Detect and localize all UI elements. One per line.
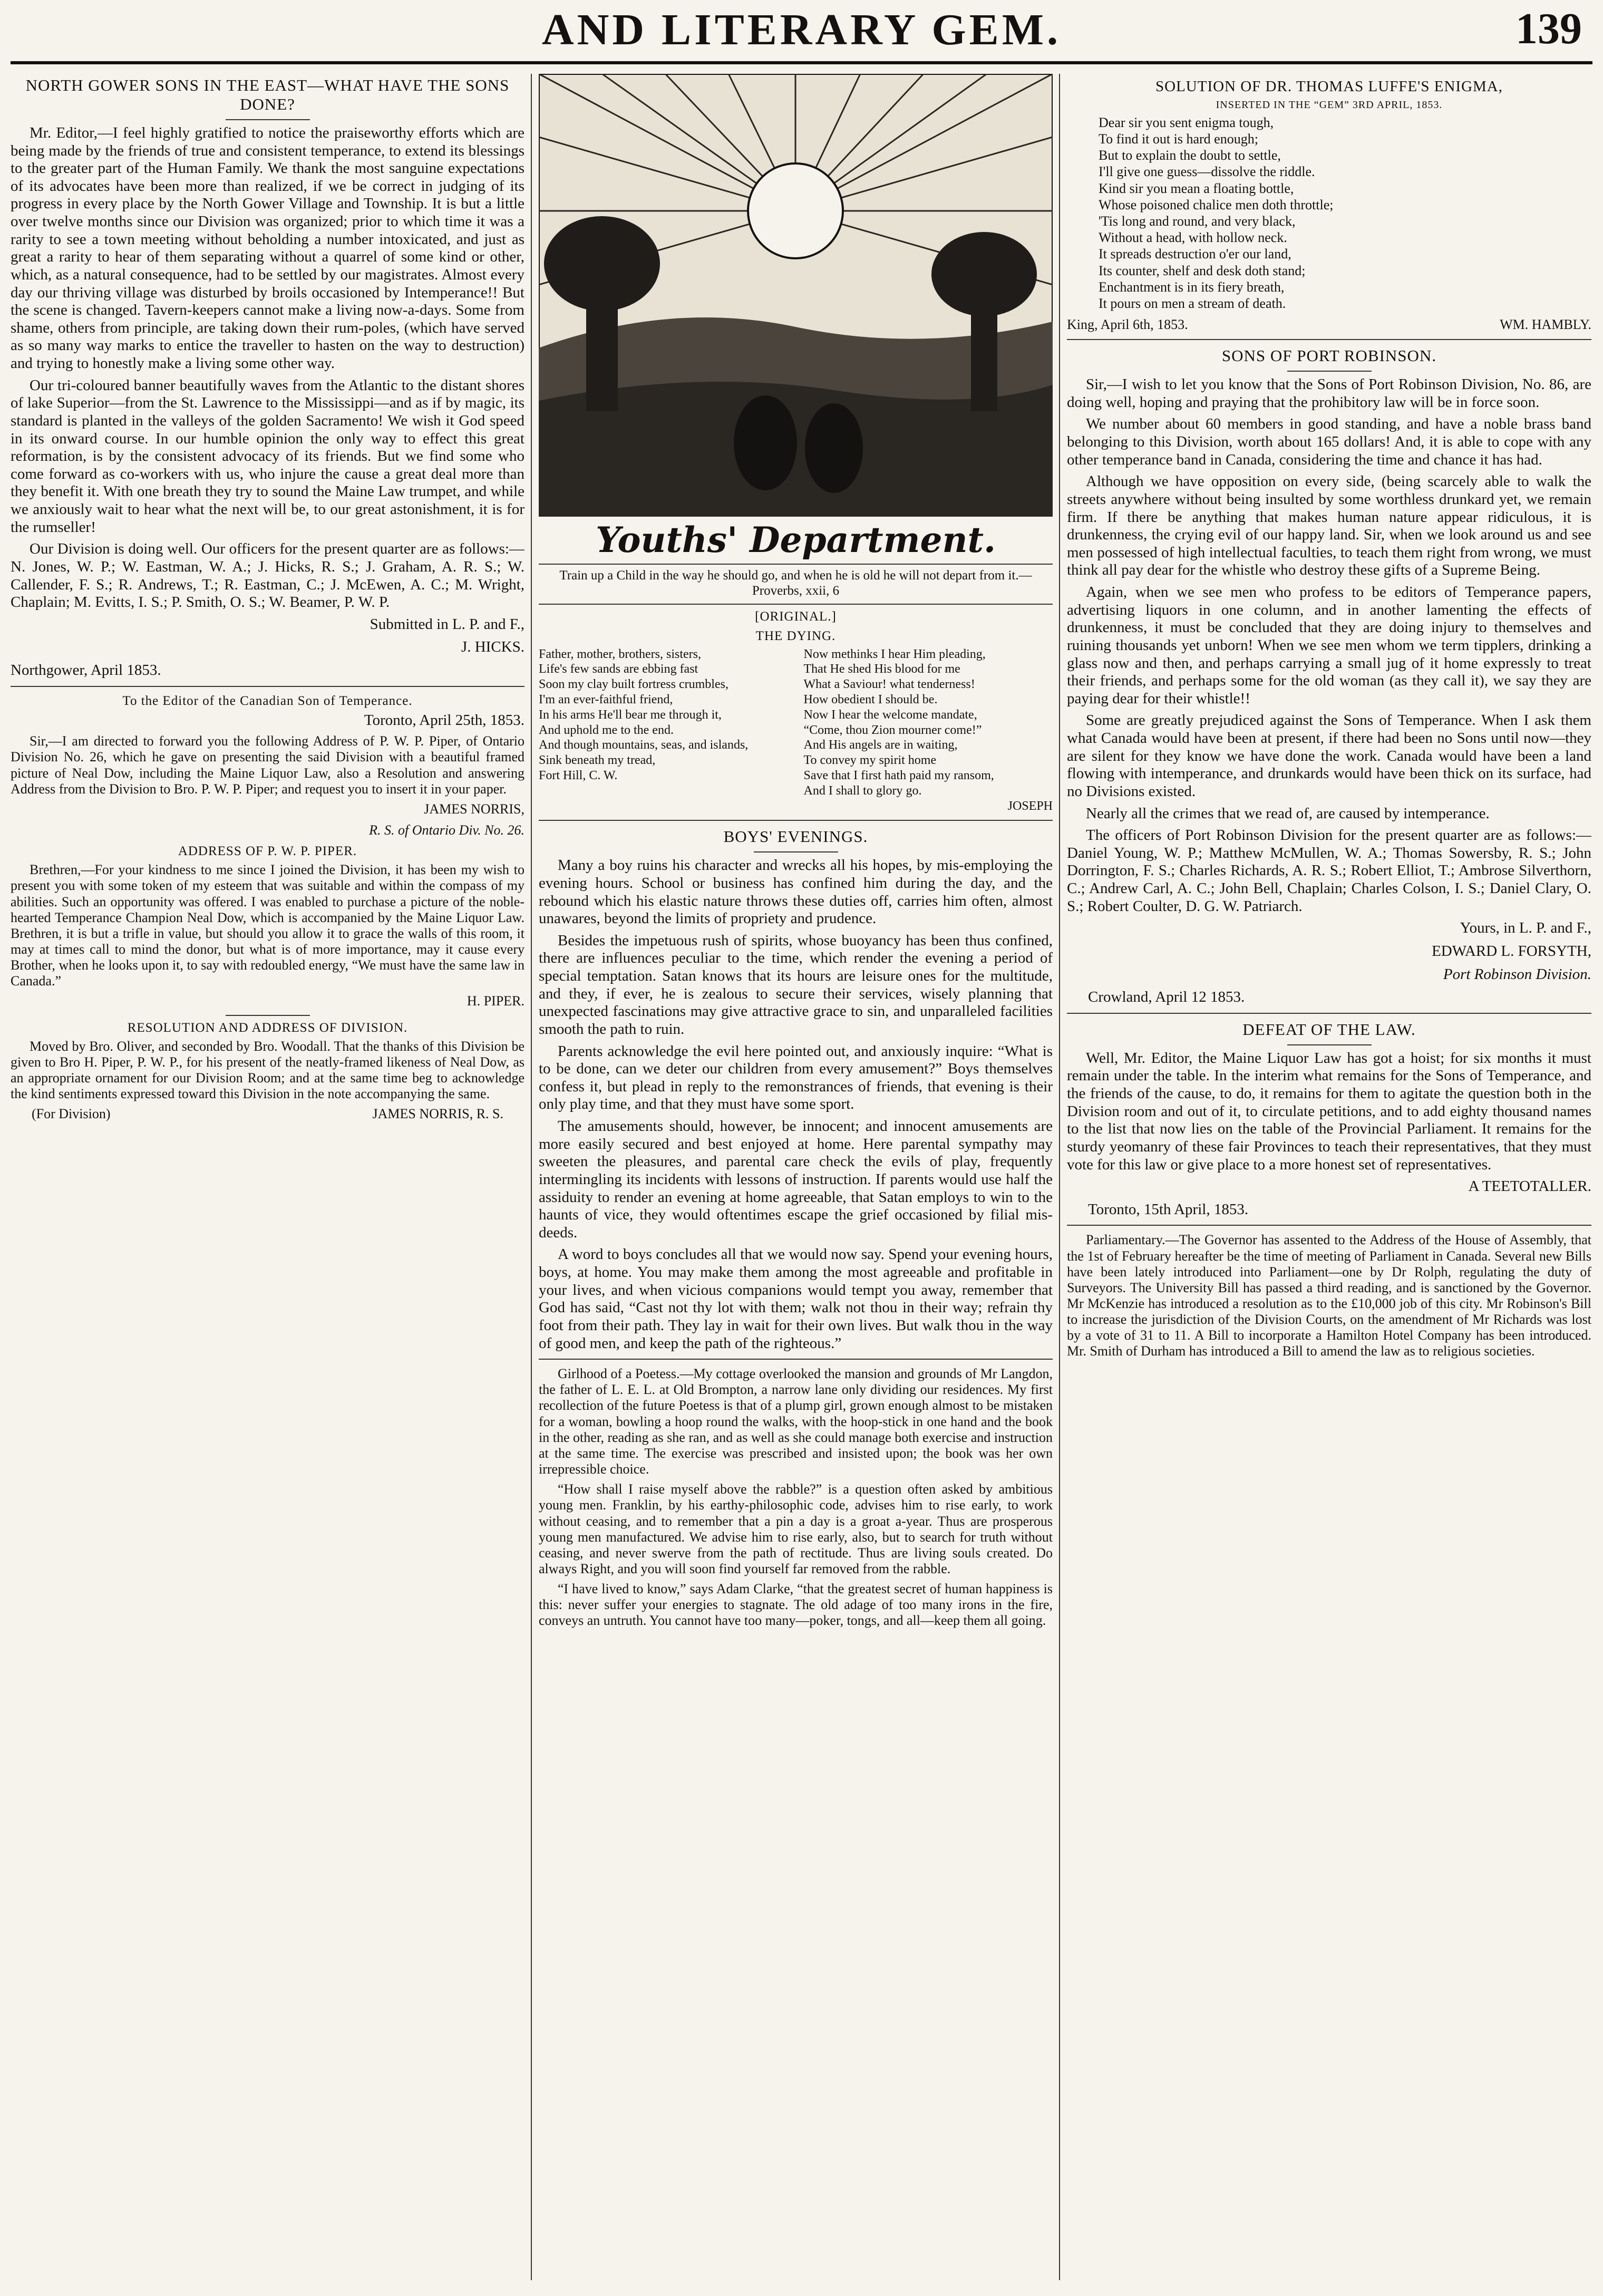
- paragraph: Mr. Editor,—I feel highly gratified to notice the praiseworthy efforts which are being made by the friends of true and consistent temperance, to extend its blessings to the greater part of the Human Family. We thank the most sanguine expectations of its advocates have been more than realized, if we be correct in judging of its progress in every place by the North Gower Village and Township. It is but a little over twelve months since our Division was organized; prior to which time it was a rarity to see a town meeting without beholding a number intoxicated, and just as great a rarity to hear of them separating without a quarrel of some kind or other, which, as a natural consequence, had to be settled by our magistrates. Almost every day our thriving village was disturbed by broils occasioned by Intemperance!! But the scene is changed. Tavern-keepers cannot make a living now-a-days. Some from shame, others from principle, are taking down their rum-poles, (which have served as so many way marks to entice the traveller to hasten on the way to destruction) and trying to honestly make a living some other way.: [11, 124, 524, 372]
- sunburst-engraving: [539, 74, 1053, 517]
- poem-line: Fort Hill, C. W.: [539, 768, 618, 782]
- divider: [1067, 1225, 1591, 1226]
- poem-line: That He shed His blood for me: [803, 662, 960, 676]
- poem-line: Now I hear the welcome mandate,: [803, 708, 977, 722]
- column-2: [539, 74, 1053, 2280]
- paragraph: We number about 60 members in good standing, and have a noble brass band belonging to this Division, worth about 165 dollars! And, it is able to cope with any other temperance band in Canada, considering the time and chance it has had.: [1067, 415, 1591, 468]
- signer-name: J. HICKS.: [461, 638, 524, 656]
- department-title: Youths' Department.: [596, 519, 996, 560]
- poem-left-column: [539, 647, 788, 814]
- poem-line: To convey my spirit home: [803, 753, 937, 768]
- resolution-footer: [11, 1106, 524, 1122]
- sign-off: Yours, in L. P. and F.,: [1460, 919, 1591, 937]
- poem-line: And I shall to glory go.: [803, 783, 922, 798]
- column-divider: [1059, 74, 1060, 2280]
- poem-line: Whose poisoned chalice men doth throttle;: [1099, 197, 1334, 212]
- paragraph: “How shall I raise myself above the rabble?” is a question often asked by ambitious young men. Franklin, by his earthy-philosophic code, advises him to rise early, to work without ceasing, and to remember that a pin a day is a groat a-year. Thus are prosperous young men manufactured. We advise him to rise early, also, but to search for truth without ceasing, and never swerve from the path of rectitude. Thus are living souls created. Do always Right, and you will soon find yourself far removed from the rabble.: [539, 1481, 1053, 1577]
- signer-name: EDWARD L. FORSYTH,: [1432, 942, 1591, 960]
- paragraph: Sir,—I wish to let you know that the Sons of Port Robinson Division, No. 86, are doing well, hoping and praying that the prohibitory law will be in force soon.: [1067, 376, 1591, 411]
- original-tag: [ORIGINAL.]: [755, 609, 837, 624]
- poem-line: It spreads destruction o'er our land,: [1099, 246, 1291, 262]
- poem-line: Life's few sands are ebbing fast: [539, 662, 698, 676]
- poem-the-dying: [539, 647, 1053, 814]
- column-1: [11, 74, 524, 2280]
- letter-signer-title: R. S. of Ontario Div. No. 26.: [369, 822, 524, 838]
- divider: [539, 1359, 1053, 1360]
- article-heading-boys-evenings: BOYS' EVENINGS.: [723, 827, 868, 846]
- paragraph: Sir,—I am directed to forward you the following Address of P. W. P. Piper, of Ontario Division No. 26, which he gave on presenting the said Division with a beautiful framed picture of Neal Dow, including the Maine Liquor Law, also a Resolution and answering Address from the Division to Bro. P. W. P. Piper; and request you to insert it in your paper.: [11, 733, 524, 797]
- poem-line: Save that I first hath paid my ransom,: [803, 768, 994, 782]
- poem-line: 'Tis long and round, and very black,: [1099, 213, 1296, 229]
- poem-line: And uphold me to the end.: [539, 723, 674, 737]
- divider: [226, 1015, 310, 1016]
- divider: [1287, 371, 1372, 372]
- footer-left: (For Division): [32, 1106, 111, 1122]
- poem-line: It pours on men a stream of death.: [1099, 295, 1286, 311]
- paragraph: Parliamentary.—The Governor has assented to the Address of the House of Assembly, that the 1st of February hereafter be the time of meeting of Parliament in Canada. Several new Bills have been lately introduced into Parliament—one by Dr Rolph, regulating the duty of Surveyors. The University Bill has passed a third reading, and is sanctioned by the Governor. Mr McKenzie has introduced a resolution as to the £10,000 job of this city. Mr Robinson's Bill to increase the jurisdiction of the Division Courts, on the amendment of Mr Richards was lost by a vote of 31 to 11. A Bill to incorporate a Hamilton Hotel Company has been introduced. Mr. Smith of Durham has introduced a Bill to amend the law as to religious societies.: [1067, 1232, 1591, 1359]
- paragraph: Our Division is doing well. Our officers for the present quarter are as follows:—N. Jones, W. P.; W. Eastman, W. A.; J. Hicks, R. S.; J. Graham, A. R. S.; W. Callender, F. S.; R. Andrews, T.; R. Eastman, C.; J. McEwen, A. C.; M. Wright, Chaplain; M. Evitts, I. S.; P. Smith, O. S.; W. Beamer, P. W. P.: [11, 540, 524, 611]
- motto: Train up a Child in the way he should go, and when he is old he will not depart from it.—Proverbs, xxii, 6: [559, 568, 1032, 598]
- poem-line: To find it out is hard enough;: [1099, 131, 1258, 147]
- masthead-title: AND LITERARY GEM.: [542, 5, 1061, 54]
- poem-line: How obedient I should be.: [803, 692, 938, 706]
- poem-title: THE DYING.: [755, 628, 836, 643]
- poem-line: “Come, thou Zion mourner come!”: [803, 723, 982, 737]
- poem-author: JOSEPH: [1007, 799, 1053, 813]
- signer-name: A TEETOTALLER.: [1468, 1178, 1591, 1195]
- divider: [539, 604, 1053, 605]
- poem-line: And though mountains, seas, and islands,: [539, 738, 749, 752]
- poem-line: Without a head, with hollow neck.: [1099, 230, 1287, 246]
- divider: [754, 851, 838, 852]
- paragraph: Although we have opposition on every side, (being scarcely able to walk the streets anywhere without being insulted by some worthless drunkard yet, we remain firm. If there be anything that makes human nature appear ridiculous, it is drunkenness, the crying evil of our happy land. Sir, when we look around us and see men possessed of high intellectual faculties, to teach them right from wrong, we must think all pay dear for the whistle who destroy these gifts of a Supreme Being.: [1067, 473, 1591, 579]
- poem-line: Soon my clay built fortress crumbles,: [539, 677, 728, 692]
- article-heading-port-robinson: SONS OF PORT ROBINSON.: [1221, 346, 1437, 365]
- sign-off: Submitted in L. P. and F.,: [370, 615, 524, 633]
- paragraph: Our tri-coloured banner beautifully waves from the Atlantic to the distant shores of lake Superior—from the St. Lawrence to the Mississippi—and as if by magic, its standard is planted in the valleys of the golden Sacramento! We wish it God speed in its onward course. In our humble opinion the only way to effect this great reformation, is by the consistent advocacy of its friends. But we find some who come forward as co-workers with us, who injure the cause a great deal more than they benefit it. With one breath they try to sound the Maine Law trumpet, and while we anxiously wait to hear what the next will be, to our great astonishment, it is for the rumseller!: [11, 376, 524, 536]
- paragraph: The officers of Port Robinson Division for the present quarter are as follows:—Daniel Young, W. P.; Matthew McMullen, W. A.; Thomas Sowersby, R. S.; John Dorrington, F. S.; Charles Richards, A. R. S.; Robert Elliot, T.; Ambrose Silverthorn, C.; Andrew Carl, A. C.; John Bell, Chaplain; Charles Colson, I. S.; Daniel Clary, O. S.; Robert Coulter, D. G. W. Patriarch.: [1067, 827, 1591, 915]
- poem-line: I'll give one guess—dissolve the riddle.: [1099, 164, 1315, 180]
- paragraph: A word to boys concludes all that we would now say. Spend your evening hours, boys, at home. You may make them among the most agreeable and profitable in your lives, and when vicious companions would tempt you away, remember that God has said, “Cast not thy lot with them; walk not thou in their way; refrain thy foot from their path. They lay in wait for their own lives. But walk thou in the way of good men, and keep the path of the righteous.”: [539, 1246, 1053, 1352]
- paragraph: Many a boy ruins his character and wrecks all his hopes, by mis-employing the evening hours. School or business has confined him during the day, and the rebound which his elastic nature throws these duties off, carries him often, almost unawares, beyond the limits of propriety and prudence.: [539, 857, 1053, 927]
- poem-line: Sink beneath my tread,: [539, 753, 656, 768]
- poem-right-column: [804, 647, 1053, 814]
- divider: [1067, 1013, 1591, 1014]
- footer-right: JAMES NORRIS, R. S.: [372, 1106, 503, 1122]
- letter-heading: To the Editor of the Canadian Son of Temperance.: [122, 693, 413, 708]
- poem-line: Its counter, shelf and desk doth stand;: [1099, 263, 1306, 278]
- column-3: [1067, 74, 1591, 2280]
- column-divider: [531, 74, 532, 2280]
- paragraph: Moved by Bro. Oliver, and seconded by Bro. Woodall. That the thanks of this Division be given to Bro H. Piper, P. W. P., for his present of the neatly-framed likeness of Neal Dow, as an appropriate ornament for our Division Room; and at the same time beg to acknowledge the kind sentiments expressed toward this Division in the note accompanying the same.: [11, 1038, 524, 1102]
- enigma-footer: [1067, 317, 1591, 333]
- article-heading-north-gower: NORTH GOWER SONS IN THE EAST—WHAT HAVE THE SONS DONE?: [25, 76, 510, 113]
- divider: [11, 686, 524, 687]
- paragraph: Again, when we see men who profess to be editors of Temperance papers, advertising liquors in one column, and in another lamenting the effects of drunkenness, it must be concluded that they are doing injury to themselves and ruining thousands yet unborn! When we see men whom we term tipplers, drinking a glass now and then, and perhaps carrying a small jug of it home expressly to treat their friends, and perhaps some for the old woman (as they call it), we say they are paying dear for their whistle!!: [1067, 584, 1591, 707]
- enigma-heading: SOLUTION OF DR. THOMAS LUFFE'S ENIGMA,: [1155, 78, 1503, 95]
- address-heading: ADDRESS OF P. W. P. PIPER.: [178, 844, 357, 859]
- poem-line: Enchantment is in its fiery breath,: [1099, 279, 1285, 295]
- dateline: Crowland, April 12 1853.: [1088, 989, 1245, 1006]
- enigma-signer: WM. HAMBLY.: [1500, 317, 1591, 333]
- paragraph: Besides the impetuous rush of spirits, whose buoyancy has been thus confined, there are influences peculiar to the time, which render the evening a period of special temptation. Satan knows that its hours are leisure ones for the multitude, and they, if ever, he is zealous to secure their services, wisely planning that unexpected fascinations may give attractive grace to sin, and unparalleled facilities smooth the path to ruin.: [539, 932, 1053, 1038]
- letter-signer: JAMES NORRIS,: [424, 801, 524, 817]
- divider: [539, 564, 1053, 565]
- address-signer: H. PIPER.: [467, 993, 524, 1009]
- divider: [539, 820, 1053, 821]
- paragraph: The amusements should, however, be innocent; and innocent amusements are more easily secured and best enjoyed at home. Here parental sympathy may sweeten the pleasures, and parental care check the evils of play, frequently intermingling its incidents with lessons of instruction. If parents would use half the assiduity to render an evening at home agreeable, that Satan employs to win to the haunts of vice, they would oftentimes escape the grief occasioned by filial mis-deeds.: [539, 1118, 1053, 1241]
- dateline: Toronto, 15th April, 1853.: [1088, 1200, 1249, 1218]
- paragraph: Parents acknowledge the evil here pointed out, and anxiously inquire: “What is to be done, can we deter our children from every amusement?” Boys themselves confess it, but plead in reply to the remonstrances of friends, that evening is their only play time, and that they must have some sport.: [539, 1042, 1053, 1113]
- enigma-date: King, April 6th, 1853.: [1067, 317, 1188, 333]
- poem-line: But to explain the doubt to settle,: [1099, 148, 1281, 163]
- poem-line: What a Saviour! what tenderness!: [803, 677, 975, 692]
- poem-line: Now methinks I hear Him pleading,: [803, 647, 986, 661]
- paragraph: Girlhood of a Poetess.—My cottage overlooked the mansion and grounds of Mr Langdon, the father of L. E. L. at Old Brompton, a narrow lane only dividing our residences. My first recollection of the future Poetess is that of a plump girl, grown enough almost to be mistaken for a woman, bowling a hoop round the walks, with the hoop-stick in one hand and the book in the other, reading as she ran, and as well as she could manage both exercise and instruction at the same time. The exercise was prescribed and insisted upon; the book was her own irrepressible choice.: [539, 1366, 1053, 1477]
- divider: [1067, 339, 1591, 340]
- signer-title: Port Robinson Division.: [1443, 965, 1591, 983]
- paragraph: Brethren,—For your kindness to me since I joined the Division, it has been my wish to present you with some token of my esteem that was suitable and within the compass of my abilities. Such an opportunity was offered. I was enabled to purchase a picture of the noble-hearted Temperance Champion Neal Dow, which is accompanied by the Maine Liquor Law. Brethren, it is but a trifle in value, but should you allow it to grace the walls of this room, it may at times call to mind the donor, but what is of more importance, may it cause every Brother, when he looks upon it, to say with redoubled energy, “We must have the same law in Canada.”: [11, 862, 524, 989]
- poem-line: Dear sir you sent enigma tough,: [1099, 114, 1274, 130]
- enigma-subheading: INSERTED IN THE “GEM” 3RD APRIL, 1853.: [1216, 99, 1443, 111]
- resolution-heading: RESOLUTION AND ADDRESS OF DIVISION.: [127, 1020, 408, 1035]
- masthead-rule: [11, 61, 1592, 64]
- poem-line: In his arms He'll bear me through it,: [539, 708, 722, 722]
- divider: [1287, 1044, 1372, 1045]
- paragraph: Nearly all the crimes that we read of, are caused by intemperance.: [1086, 805, 1490, 822]
- letter-dateline: Toronto, April 25th, 1853.: [364, 711, 524, 729]
- masthead: [0, 0, 1603, 58]
- article-heading-defeat-of-the-law: DEFEAT OF THE LAW.: [1242, 1020, 1416, 1039]
- paragraph: Some are greatly prejudiced against the Sons of Temperance. When I ask them what Canada would have been at present, if there had been no Sons until now—they are silent for they know we have done the work. Canada would have been a land flowing with intemperance, and drunkards would have been thick on its surface, had no Divisions existed.: [1067, 712, 1591, 800]
- enigma-solution-poem: [1099, 114, 1591, 312]
- paragraph: Well, Mr. Editor, the Maine Liquor Law has got a hoist; for six months it must remain under the table. In the interim what remains for the Sons of Temperance, and the friends of the cause, to do, it remains for them to agitate the question both in the Division room and out of it, to circulate petitions, and to add eighty thousand names to the list that now lies on the table of the Provincial Parliament. It remains for the sturdy yeomanry of these fair Provinces to teach their representatives, that they must vote for this law or give place to a more honest set of representatives.: [1067, 1049, 1591, 1173]
- dateline: Northgower, April 1853.: [11, 662, 161, 679]
- paragraph: “I have lived to know,” says Adam Clarke, “that the greatest secret of human happiness is this: never suffer your energies to stagnate. The old adage of too many irons in the fire, conveys an untruth. You cannot have too many—poker, tongs, and all—keep them all going.: [539, 1581, 1053, 1629]
- poem-line: Father, mother, brothers, sisters,: [539, 647, 702, 661]
- poem-line: And His angels are in waiting,: [803, 738, 958, 752]
- poem-line: I'm an ever-faithful friend,: [539, 692, 673, 706]
- divider: [226, 119, 310, 120]
- poem-line: Kind sir you mean a floating bottle,: [1099, 180, 1294, 196]
- page-number: 139: [1515, 4, 1582, 53]
